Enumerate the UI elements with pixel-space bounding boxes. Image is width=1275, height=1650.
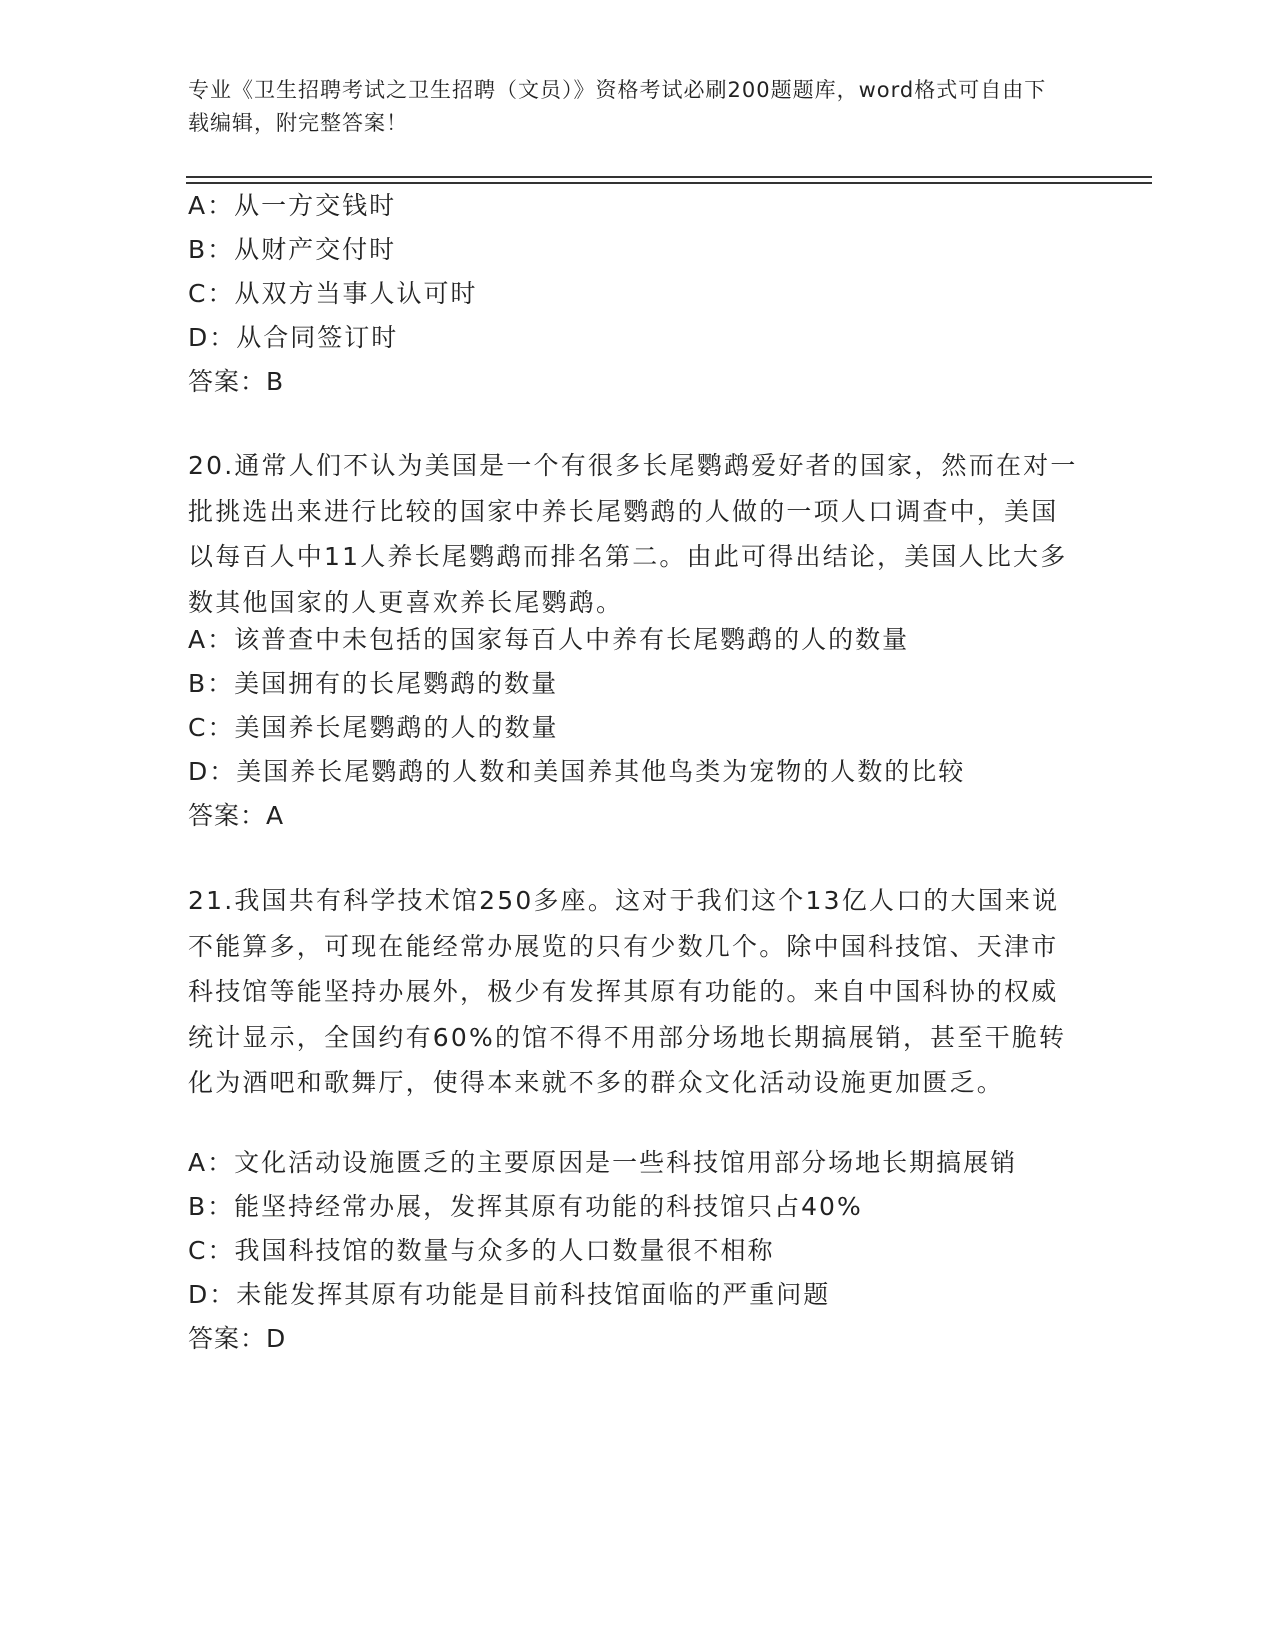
q20-option-d: D：美国养长尾鹦鹉的人数和美国养其他鸟类为宠物的人数的比较 xyxy=(188,757,966,786)
q19-option-d: D：从合同签订时 xyxy=(188,323,399,352)
document-header: 专业《卫生招聘考试之卫生招聘（文员）》资格考试必刷200题题库，word格式可自由下载编辑，附完整答案！ xyxy=(188,78,1047,135)
q21-option-d: D：未能发挥其原有功能是目前科技馆面临的严重问题 xyxy=(188,1280,831,1309)
header-divider-top xyxy=(186,176,1152,178)
q21-answer: 答案：D xyxy=(188,1324,287,1353)
q21-option-c: C：我国科技馆的数量与众多的人口数量很不相称 xyxy=(188,1236,775,1265)
q21-option-b: B：能坚持经常办展，发挥其原有功能的科技馆只占40% xyxy=(188,1192,863,1221)
q20-answer: 答案：A xyxy=(188,801,285,830)
q19-answer: 答案：B xyxy=(188,367,285,396)
q20-option-c: C：美国养长尾鹦鹉的人的数量 xyxy=(188,713,559,742)
q21-option-a: A：文化活动设施匮乏的主要原因是一些科技馆用部分场地长期搞展销 xyxy=(188,1148,1018,1177)
q19-option-c: C：从双方当事人认可时 xyxy=(188,279,478,308)
q19-option-a: A：从一方交钱时 xyxy=(188,191,397,220)
q20-option-a: A：该普查中未包括的国家每百人中养有长尾鹦鹉的人的数量 xyxy=(188,625,910,654)
q20-option-b: B：美国拥有的长尾鹦鹉的数量 xyxy=(188,669,559,698)
q20-stem: 20.通常人们不认为美国是一个有很多长尾鹦鹉爱好者的国家，然而在对一批挑选出来进行比较的国家中养长尾鹦鹉的人做的一项人口调查中，美国以每百人中11人养长尾鹦鹉而排名第二。由此可得出结论，美国人比大多数其他国家的人更喜欢养长尾鹦鹉。 xyxy=(188,451,1078,617)
q21-stem: 21.我国共有科学技术馆250多座。这对于我们这个13亿人口的大国来说不能算多，可现在能经常办展览的只有少数几个。除中国科技馆、天津市科技馆等能坚持办展外，极少有发挥其原有功能的。来自中国科协的权威统计显示，全国约有60%的馆不得不用部分场地长期搞展销，甚至干脆转化为酒吧和歌舞厅，使得本来就不多的群众文化活动设施更加匮乏。 xyxy=(188,886,1067,1097)
q19-option-b: B：从财产交付时 xyxy=(188,235,397,264)
